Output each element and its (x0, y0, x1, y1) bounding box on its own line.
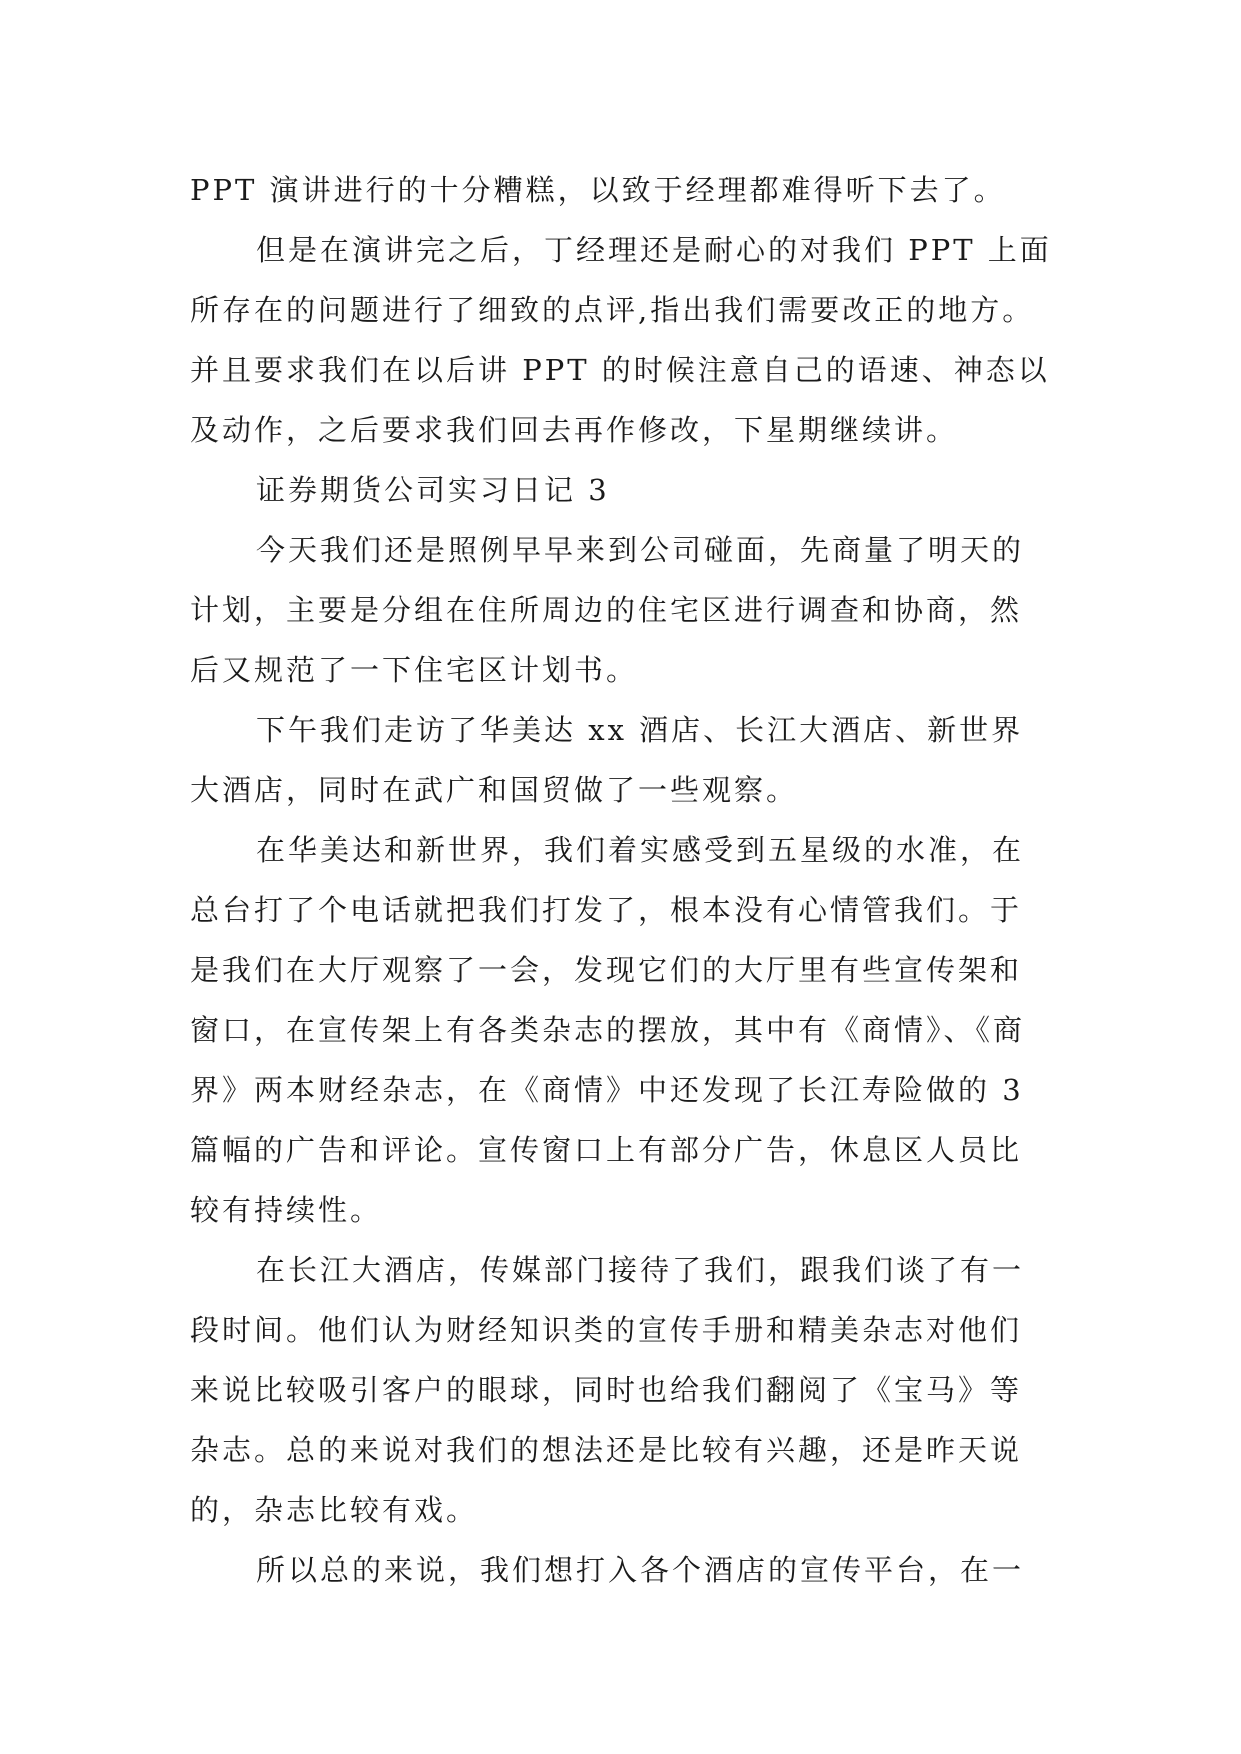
text-line: 是我们在大厅观察了一会，发现它们的大厅里有些宣传架和 (190, 953, 1023, 987)
document-body (190, 160, 1050, 1600)
text-line: 较有持续性。 (190, 1193, 383, 1227)
text-line: 的，杂志比较有戏。 (190, 1493, 479, 1527)
text-line: 后又规范了一下住宅区计划书。 (190, 653, 639, 687)
text-line: 及动作，之后要求我们回去再作修改，下星期继续讲。 (190, 413, 959, 447)
text-line: 并且要求我们在以后讲 PPT 的时候注意自己的语速、神态以 (190, 353, 1050, 387)
text-line: 杂志。总的来说对我们的想法还是比较有兴趣，还是昨天说 (190, 1433, 1023, 1467)
text-line: 在华美达和新世界，我们着实感受到五星级的水准，在 (256, 833, 1025, 867)
text-line: 总台打了个电话就把我们打发了，根本没有心情管我们。于 (190, 893, 1023, 927)
text-line: PPT 演讲进行的十分糟糕，以致于经理都难得听下去了。 (190, 173, 1006, 207)
text-line: 计划，主要是分组在住所周边的住宅区进行调查和协商，然 (190, 593, 1023, 627)
text-line: 今天我们还是照例早早来到公司碰面，先商量了明天的 (256, 533, 1025, 567)
text-line: 段时间。他们认为财经知识类的宣传手册和精美杂志对他们 (190, 1313, 1023, 1347)
text-line: 界》两本财经杂志，在《商情》中还发现了长江寿险做的 3 (190, 1073, 1024, 1107)
text-line: 大酒店，同时在武广和国贸做了一些观察。 (190, 773, 799, 807)
text-line: 篇幅的广告和评论。宣传窗口上有部分广告，休息区人员比 (190, 1133, 1023, 1167)
text-line: 来说比较吸引客户的眼球，同时也给我们翻阅了《宝马》等 (190, 1373, 1023, 1407)
text-line: 窗口，在宣传架上有各类杂志的摆放，其中有《商情》、《商 (190, 1013, 1026, 1047)
section-heading: 证券期货公司实习日记 3 (256, 473, 610, 507)
text-line: 所以总的来说，我们想打入各个酒店的宣传平台，在一 (256, 1553, 1025, 1587)
text-line: 但是在演讲完之后，丁经理还是耐心的对我们 PPT 上面 (256, 233, 1052, 267)
text-line: 下午我们走访了华美达 xx 酒店、长江大酒店、新世界 (256, 713, 1024, 747)
text-line: 在长江大酒店，传媒部门接待了我们，跟我们谈了有一 (256, 1253, 1025, 1287)
text-line: 所存在的问题进行了细致的点评,指出我们需要改正的地方。 (190, 293, 1035, 327)
